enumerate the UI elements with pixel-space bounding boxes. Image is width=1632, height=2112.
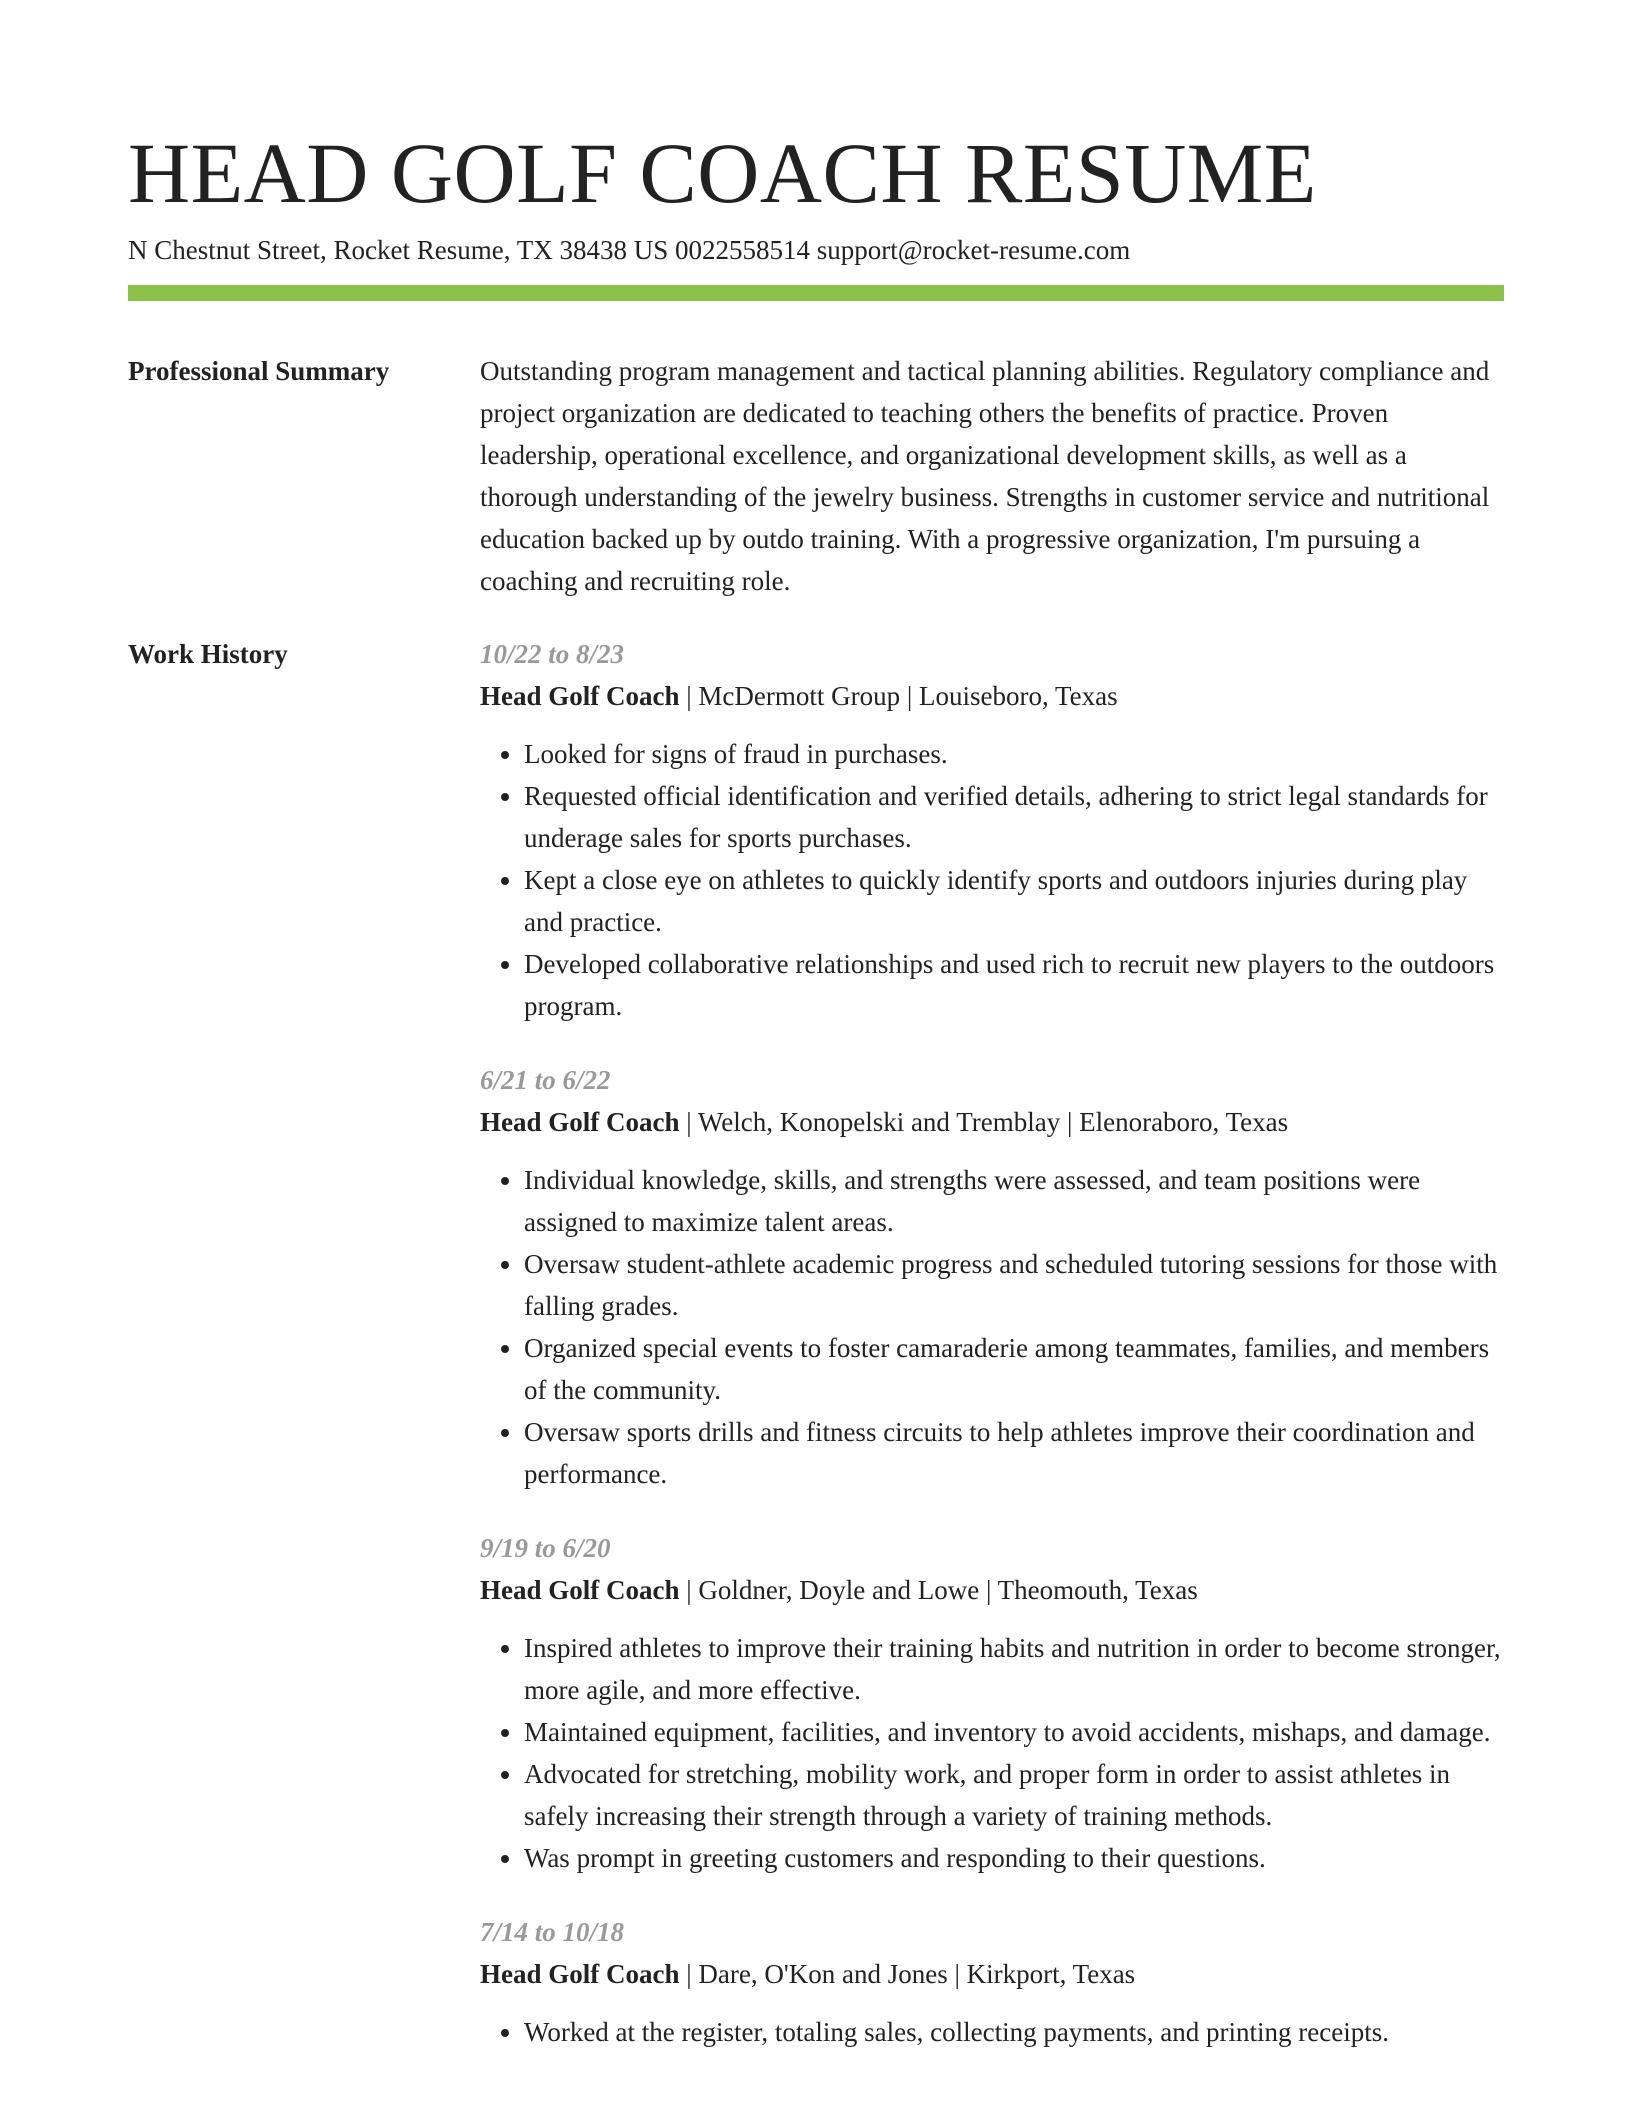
job-dates: 9/19 to 6/20: [480, 1533, 611, 1563]
job-entry: [480, 1527, 1504, 1879]
contact-line: N Chestnut Street, Rocket Resume, TX 38438 US 0022558514 support@rocket-resume.com: [128, 235, 1131, 265]
job-dates: 6/21 to 6/22: [480, 1065, 611, 1095]
job-bullet: • Worked at the register, totaling sales, collecting payments, and printing receipts.: [524, 2011, 1504, 2053]
job-dates: 10/22 to 8/23: [480, 639, 625, 669]
job-details: | McDermott Group | Louiseboro, Texas: [679, 681, 1118, 711]
job-title-line: [480, 1569, 1504, 1611]
job-bullet: • Kept a close eye on athletes to quickly identify sports and outdoors injuries during play and practice.: [524, 859, 1504, 943]
job-dates: 7/14 to 10/18: [480, 1917, 625, 1947]
job-bullet-list: [480, 733, 1504, 1027]
job-details: | Welch, Konopelski and Tremblay | Elenoraboro, Texas: [679, 1107, 1289, 1137]
job-entry: [480, 633, 1504, 1027]
job-bullet-list: [480, 1627, 1504, 1879]
job-bullet: • Individual knowledge, skills, and strengths were assessed, and team positions were assigned to maximize talent areas.: [524, 1159, 1504, 1243]
job-entry: [480, 1911, 1504, 2053]
job-bullet: • Oversaw student-athlete academic progress and scheduled tutoring sessions for those with falling grades.: [524, 1243, 1504, 1327]
job-bullet: • Was prompt in greeting customers and responding to their questions.: [524, 1837, 1504, 1879]
job-title-line: [480, 1101, 1504, 1143]
job-bullet: • Advocated for stretching, mobility work, and proper form in order to assist athletes in safely increasing their strength through a variety of training methods.: [524, 1753, 1504, 1837]
job-bullet: • Requested official identification and verified details, adhering to strict legal standards for underage sales for sports purchases.: [524, 775, 1504, 859]
job-details: | Goldner, Doyle and Lowe | Theomouth, Texas: [679, 1575, 1198, 1605]
job-bullet: • Organized special events to foster camaraderie among teammates, families, and members of the community.: [524, 1327, 1504, 1411]
job-title-line: [480, 1953, 1504, 1995]
summary-text: Outstanding program management and tactical planning abilities. Regulatory compliance and project organization are dedicated to teaching others the benefits of practice. Proven leadership, operational excellence, and organizational development skills, as well as a thorough understanding of the jewelry business. Strengths in customer service and nutritional education backed up by outdo training. With a progressive organization, I'm pursuing a coaching and recruiting role.: [480, 356, 1490, 596]
section-label-work-history: Work History: [128, 639, 288, 669]
job-title: Head Golf Coach: [480, 1959, 680, 1989]
job-entry: [480, 1059, 1504, 1495]
job-title: Head Golf Coach: [480, 1107, 680, 1137]
job-title: Head Golf Coach: [480, 1575, 680, 1605]
job-bullet: • Maintained equipment, facilities, and inventory to avoid accidents, mishaps, and damage.: [524, 1711, 1504, 1753]
job-bullet: • Looked for signs of fraud in purchases.: [524, 733, 1504, 775]
job-bullet-list: [480, 2011, 1504, 2053]
job-bullet: • Inspired athletes to improve their training habits and nutrition in order to become stronger, more agile, and more effective.: [524, 1627, 1504, 1711]
job-title-line: [480, 675, 1504, 717]
job-bullet: • Oversaw sports drills and fitness circuits to help athletes improve their coordination and performance.: [524, 1411, 1504, 1495]
section-label-summary: Professional Summary: [128, 356, 390, 386]
resume-title: HEAD GOLF COACH RESUME: [128, 125, 1317, 221]
summary-body: [480, 350, 1504, 602]
job-details: | Dare, O'Kon and Jones | Kirkport, Texas: [679, 1959, 1136, 1989]
accent-divider: [128, 285, 1504, 301]
job-bullet: • Developed collaborative relationships and used rich to recruit new players to the outdoors program.: [524, 943, 1504, 1027]
work-history-body: [480, 633, 1504, 2085]
job-bullet-list: [480, 1159, 1504, 1495]
job-title: Head Golf Coach: [480, 681, 680, 711]
